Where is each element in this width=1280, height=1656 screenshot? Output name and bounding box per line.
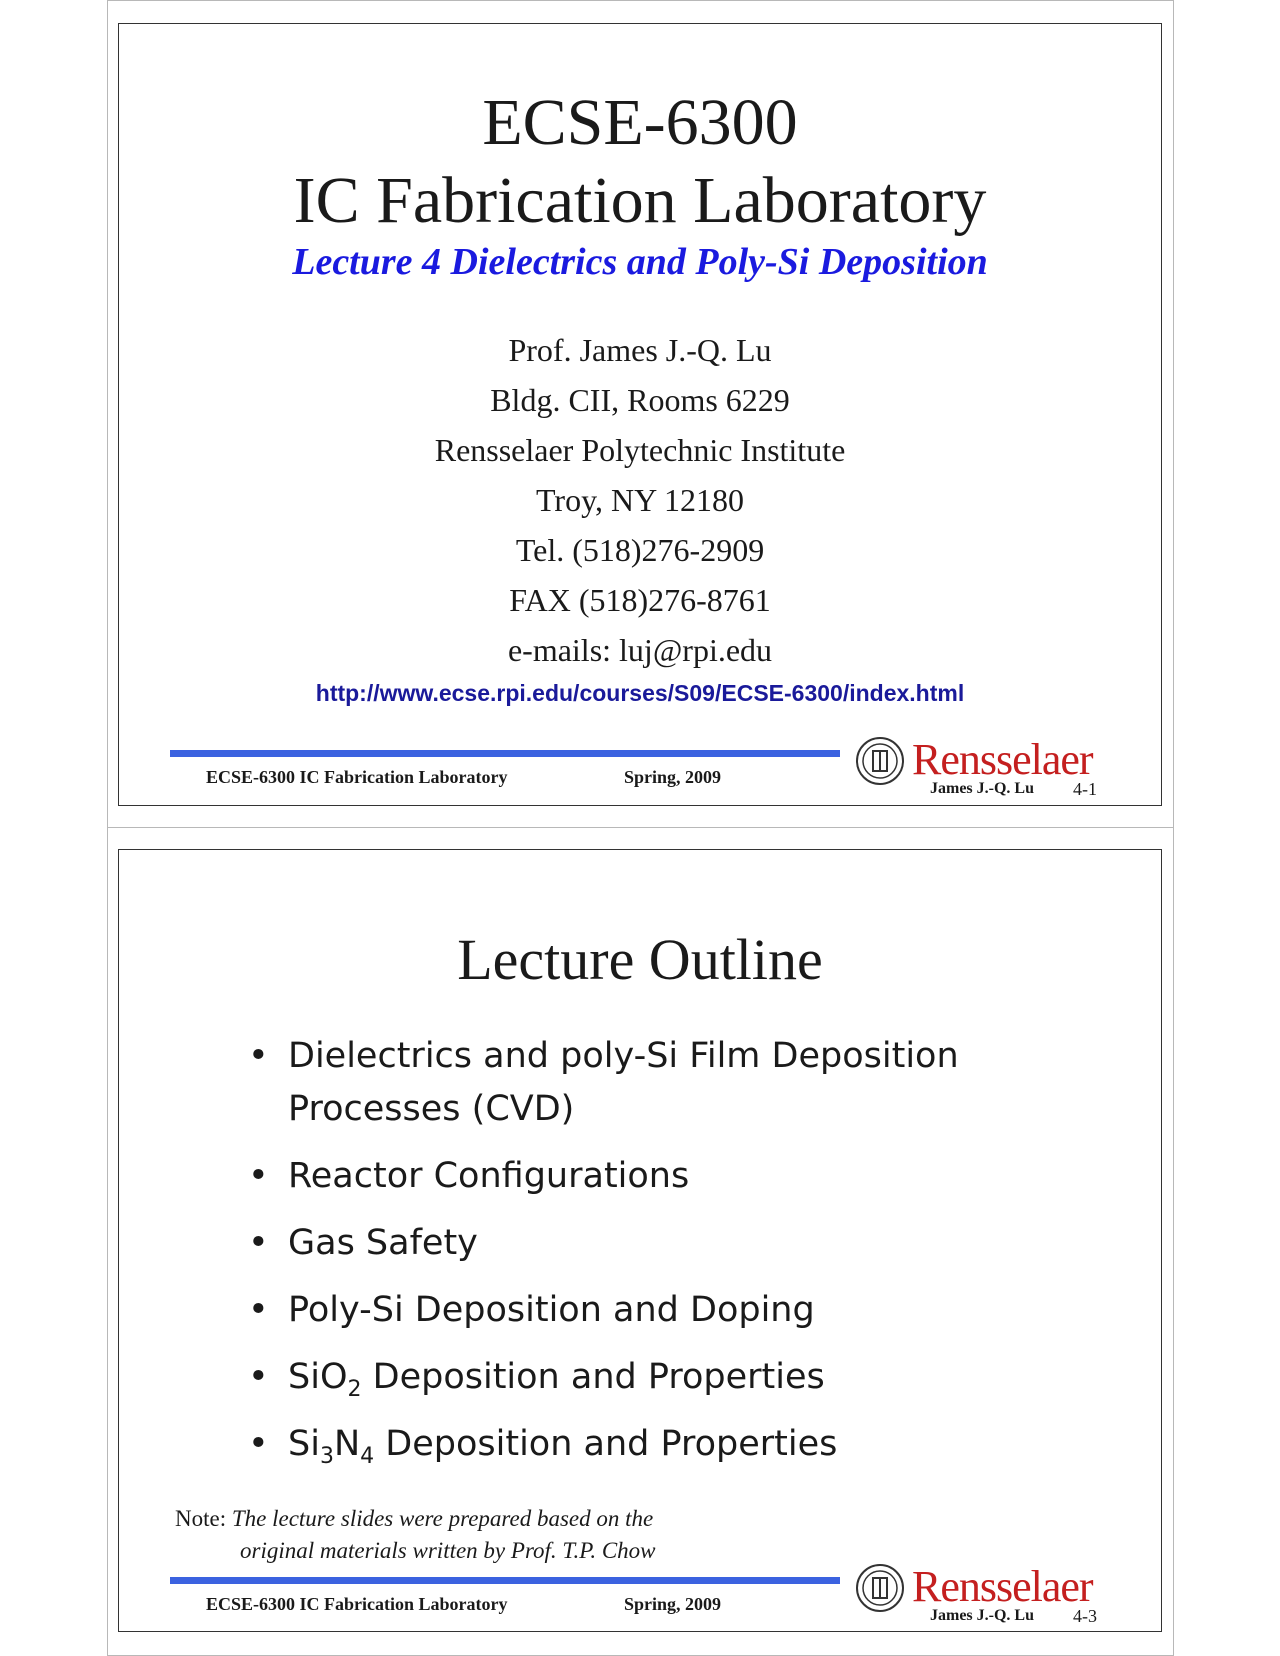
slide2-rensselaer-logo: Rensselaer: [912, 1562, 1093, 1611]
slide1-title-line2: IC Fabrication Laboratory: [293, 164, 987, 237]
bullet-text-mid: N: [333, 1424, 361, 1464]
list-item: [246, 1030, 959, 1136]
slide1-info-name: Prof. James J.-Q. Lu: [508, 332, 772, 368]
slide1-info-email: e-mails: luj@rpi.edu: [507, 632, 773, 668]
slide1-subtitle: Lecture 4 Dielectrics and Poly-Si Deposition: [292, 241, 988, 283]
slide2-footer-author: James J.-Q. Lu: [930, 1607, 1034, 1624]
slide1-footer-term: Spring, 2009: [624, 767, 722, 787]
slide1-footer-course: ECSE-6300 IC Fabrication Laboratory: [206, 767, 508, 787]
slide1-info-institute: Rensselaer Polytechnic Institute: [434, 432, 846, 468]
slide1-title-line1: ECSE-6300: [482, 86, 798, 159]
bullet-text-post: Deposition and Properties: [374, 1424, 838, 1464]
subscript: 3: [319, 1444, 334, 1469]
slide1-course-url[interactable]: http://www.ecse.rpi.edu/courses/S09/ECSE-6300/index.html: [315, 680, 965, 706]
bullet-icon: •: [248, 1424, 269, 1464]
slide1-info-city: Troy, NY 12180: [535, 482, 745, 518]
rensselaer-seal-icon: [855, 736, 905, 786]
list-item: [246, 1284, 959, 1337]
slide1-page-number: 4-1: [1073, 779, 1097, 799]
bullet-icon: •: [248, 1156, 269, 1196]
bullet-text-pre: SiO: [288, 1357, 348, 1397]
outline-list: [246, 1030, 959, 1485]
note-label: Note:: [175, 1506, 227, 1531]
bullet-text: Poly-Si Deposition and Doping: [288, 1290, 815, 1330]
slide1-footer-bar: [170, 750, 840, 757]
list-item: [246, 1150, 959, 1203]
list-item: [246, 1351, 959, 1404]
slide2-note: [175, 1503, 656, 1567]
bullet-text-post: Deposition and Properties: [361, 1357, 825, 1397]
note-line1: The lecture slides were prepared based on the: [226, 1506, 654, 1531]
slide1-info-tel: Tel. (518)276-2909: [515, 532, 765, 568]
slide2-footer-course: ECSE-6300 IC Fabrication Laboratory: [206, 1594, 508, 1614]
rensselaer-seal-icon: [855, 1563, 905, 1613]
bullet-text-cont: Processes (CVD): [288, 1089, 575, 1129]
bullet-icon: •: [248, 1290, 269, 1330]
subscript: 2: [347, 1377, 362, 1402]
slide2-title: Lecture Outline: [457, 927, 823, 992]
slide2-footer-term: Spring, 2009: [624, 1594, 722, 1614]
subscript: 4: [360, 1444, 375, 1469]
bullet-text: Dielectrics and poly-Si Film Deposition: [288, 1036, 959, 1076]
slide1-rensselaer-logo: Rensselaer: [912, 735, 1093, 784]
list-item: [246, 1217, 959, 1270]
slide1-info-building: Bldg. CII, Rooms 6229: [490, 382, 790, 418]
slide1-footer-author: James J.-Q. Lu: [930, 780, 1034, 797]
slide2-footer-bar: [170, 1577, 840, 1584]
bullet-icon: •: [248, 1036, 269, 1076]
slide2-page-number: 4-3: [1073, 1606, 1097, 1626]
bullet-text: Reactor Configurations: [288, 1156, 690, 1196]
slide1-info-fax: FAX (518)276-8761: [509, 582, 771, 618]
bullet-text: Gas Safety: [288, 1223, 478, 1263]
note-line2: original materials written by Prof. T.P. Chow: [240, 1538, 656, 1563]
bullet-icon: •: [248, 1357, 269, 1397]
bullet-text-pre: Si: [288, 1424, 320, 1464]
list-item: [246, 1418, 959, 1471]
bullet-icon: •: [248, 1223, 269, 1263]
